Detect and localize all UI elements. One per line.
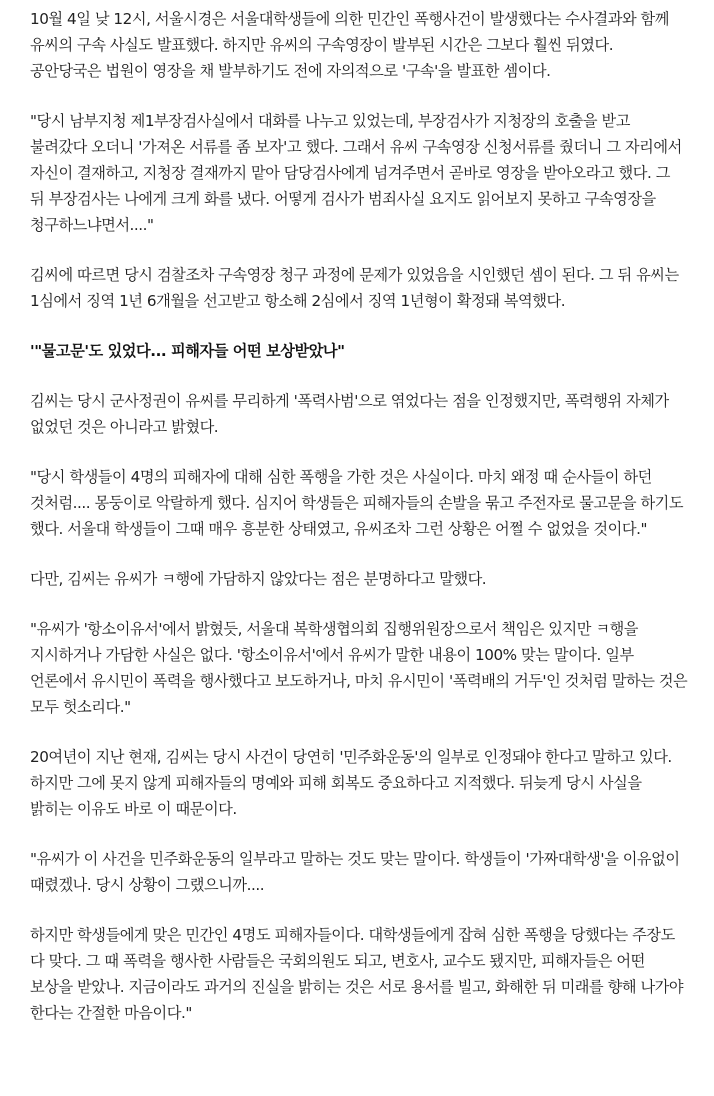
section-subheading: '"물고문'도 있었다... 피해자들 어떤 보상받았나"	[30, 342, 345, 360]
paragraph-sentence: 김씨에 따르면 당시 검찰조차 구속영장 청구 과정에 문제가 있었음을 시인했던 셈이 된다. 그 뒤 유씨는 1심에서 징역 1년 6개월을 선고받고 항소해 2심에서 징역 1년형이 확정돼 복역했다.	[30, 266, 679, 310]
paragraph-quote-fake-student: "유씨가 이 사건을 민주화운동의 일부라고 말하는 것도 맞는 말이다. 학생들이 '가짜대학생'을 이유없이 때렸겠나. 당시 상황이 그랬으니까....	[30, 850, 680, 894]
paragraph-quote-appeal: "유씨가 '항소이유서'에서 밝혔듯, 서울대 복학생협의회 집행위원장으로서 책임은 있지만 ㅋ행을 지시하거나 가담한 사실은 없다. '항소이유서'에서 유씨가 말한 내용이 100% 맞는 말이다. 일부 언론에서 유시민이 폭력을 행사했다고 보도하거나, 마치 유시민이 '폭력배의 거두'인 것처럼 말하는 것은 모두 헛소리다."	[30, 620, 688, 716]
paragraph-victims: 하지만 학생들에게 맞은 민간인 4명도 피해자들이다. 대학생들에게 잡혀 심한 폭행을 당했다는 주장도 다 맞다. 그 때 폭력을 행사한 사람들은 국회의원도 되고, 변호사, 교수도 됐지만, 피해자들은 어떤 보상을 받았나. 지금이라도 과거의 진실을 밝히는 것은 서로 용서를 빌고, 화해한 뒤 미래를 향해 나가야 한다는 간절한 마음이다."	[30, 926, 684, 1022]
paragraph-quote-beating: "당시 학생들이 4명의 피해자에 대해 심한 폭행을 가한 것은 사실이다. 마치 왜정 때 순사들이 하던 것처럼.... 몽둥이로 악랄하게 했다. 심지어 학생들은 피해자들의 손발을 묶고 주전자로 물고문을 하기도 했다. 서울대 학생들이 그때 매우 흥분한 상태였고, 유씨조차 그런 상황은 어쩔 수 없었을 것이다."	[30, 468, 684, 538]
paragraph-violence-acknowledged: 김씨는 당시 군사정권이 유씨를 무리하게 '폭력사범'으로 엮었다는 점을 인정했지만, 폭력행위 자체가 없었던 것은 아니라고 밝혔다.	[30, 392, 669, 436]
paragraph-announcement: 10월 4일 낮 12시, 서울시경은 서울대학생들에 의한 민간인 폭행사건이 발생했다는 수사결과와 함께 유씨의 구속 사실도 발표했다. 하지만 유씨의 구속영장이 발부된 시간은 그보다 훨씬 뒤였다. 공안당국은 법원이 영장을 채 발부하기도 전에 자의적으로 '구속'을 발표한 셈이다.	[30, 10, 669, 80]
paragraph-not-involved: 다만, 김씨는 유씨가 ㅋ행에 가담하지 않았다는 점은 분명하다고 말했다.	[30, 570, 487, 588]
paragraph-democracy-movement: 20여년이 지난 현재, 김씨는 당시 사건이 당연히 '민주화운동'의 일부로 인정돼야 한다고 말하고 있다. 하지만 그에 못지 않게 피해자들의 명예와 피해 회복도 중요하다고 지적했다. 뒤늦게 당시 사실을 밝히는 이유도 바로 이 때문이다.	[30, 748, 672, 818]
paragraph-quote-prosecutor: "당시 남부지청 제1부장검사실에서 대화를 나누고 있었는데, 부장검사가 지청장의 호출을 받고 불려갔다 오더니 '가져온 서류를 좀 보자'고 했다. 그래서 유씨 구속영장 신청서류를 줬더니 그 자리에서 자신이 결재하고, 지청장 결재까지 맡아 담당검사에게 넘겨주면서 곧바로 영장을 받아오라고 했다. 그 뒤 부장검사는 나에게 크게 화를 냈다. 어떻게 검사가 범죄사실 요지도 읽어보지 못하고 구속영장을 청구하느냐면서...."	[30, 112, 682, 234]
